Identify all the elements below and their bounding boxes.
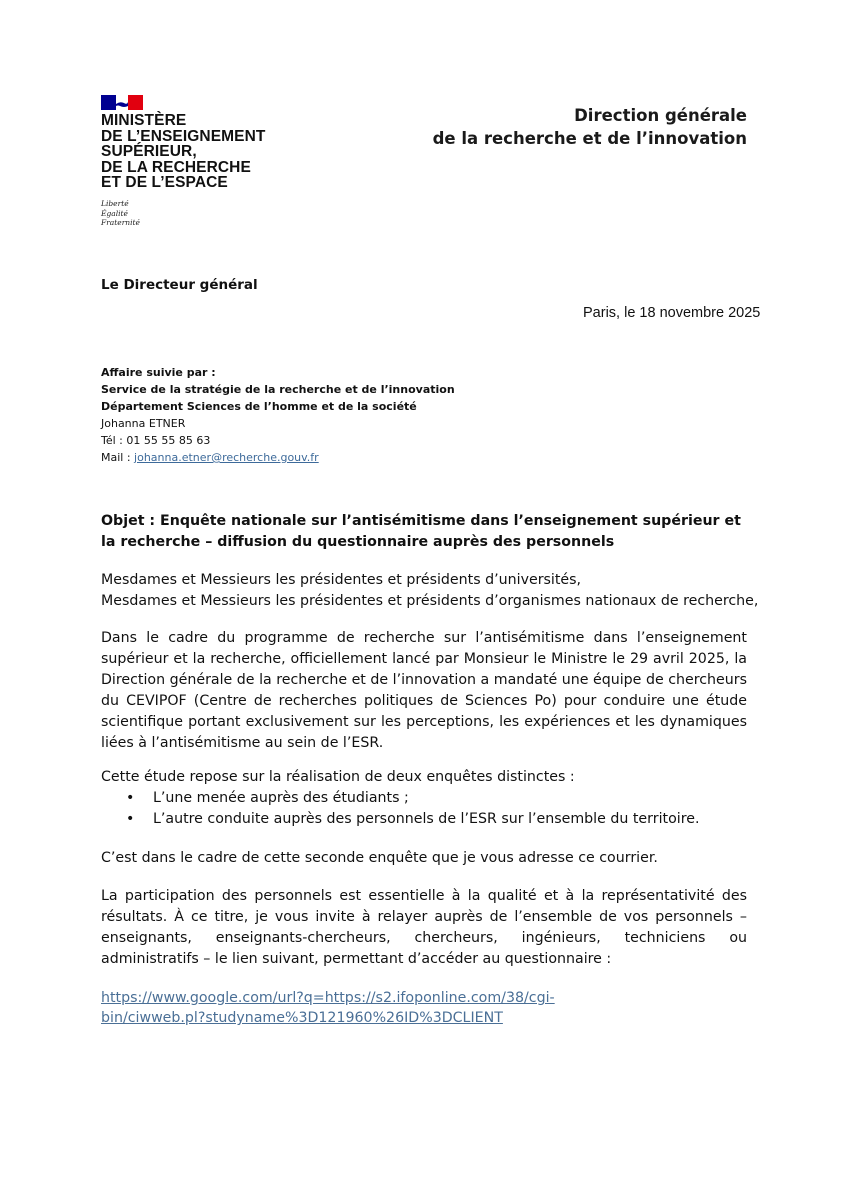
ministry-line: SUPÉRIEUR, xyxy=(101,143,197,160)
affaire-service: Service de la stratégie de la recherche et de l’innovation xyxy=(101,383,455,396)
paragraph-purpose: C’est dans le cadre de cette seconde enquête que je vous adresse ce courrier. xyxy=(101,850,658,866)
paragraph-context: Dans le cadre du programme de recherche sur l’antisémitisme dans l’enseignement supérieur et la recherche, officiellement lancé par Monsieur le Ministre le 29 avril 2025, la Direction générale de la recherche et de l’innovation a mandaté une équipe de chercheurs du CEVIPOF (Centre de recherches politiques de Sciences Po) pour conduire une étude scientifique portant exclusivement sur les perceptions, les expériences et les dynamiques liées à l’antisémitisme au sein de l’ESR. xyxy=(101,630,747,751)
direction-heading xyxy=(433,104,747,150)
republic-flag-logo xyxy=(101,95,143,110)
greeting-line: Mesdames et Messieurs les présidentes et présidents d’universités, xyxy=(101,572,582,588)
affaire-department: Département Sciences de l’homme et de la société xyxy=(101,400,417,413)
sender-title: Le Directeur général xyxy=(101,277,258,293)
motto-fraternite: Fraternité xyxy=(101,218,140,227)
ministry-name xyxy=(101,113,301,191)
bullet-icon: • xyxy=(126,790,135,806)
motto-egalite: Égalité xyxy=(101,208,128,218)
questionnaire-link-line-2[interactable]: bin/ciwweb.pl?studyname%3D121960%26ID%3DCLIENT xyxy=(101,1010,503,1026)
survey-list xyxy=(101,788,747,830)
greeting xyxy=(101,570,759,612)
letter-date: Paris, le 18 novembre 2025 xyxy=(583,305,761,321)
list-item xyxy=(101,809,747,830)
bullet-icon: • xyxy=(126,811,135,827)
greeting-line: Mesdames et Messieurs les présidentes et présidents d’organismes nationaux de recherche, xyxy=(101,593,759,609)
list-item xyxy=(101,788,747,809)
affaire-mail-row xyxy=(101,449,455,466)
direction-line: de la recherche et de l’innovation xyxy=(432,129,747,148)
ministry-line: DE L’ENSEIGNEMENT xyxy=(101,127,266,145)
paragraph-study: Cette étude repose sur la réalisation de deux enquêtes distinctes : xyxy=(101,769,575,785)
questionnaire-link-block xyxy=(101,988,747,1028)
motto-liberte: Liberté xyxy=(101,199,129,208)
ministry-line: DE LA RECHERCHE xyxy=(101,158,251,176)
flag-white-band xyxy=(116,95,128,110)
questionnaire-link-line-1[interactable]: https://www.google.com/url?q=https://s2.ifoponline.com/38/cgi- xyxy=(101,990,555,1006)
affaire-label: Affaire suivie par : xyxy=(101,366,216,379)
email-link[interactable]: johanna.etner@recherche.gouv.fr xyxy=(134,451,319,464)
mail-label: Mail : xyxy=(101,451,135,464)
direction-line: Direction générale xyxy=(574,106,747,125)
ministry-line: ET DE L’ESPACE xyxy=(101,174,228,191)
letter-subject: Objet : Enquête nationale sur l’antisémitisme dans l’enseignement supérieur et la recherche – diffusion du questionnaire auprès des personnels xyxy=(101,513,741,550)
marianne-profile-icon xyxy=(116,95,128,110)
republic-motto xyxy=(101,199,140,228)
flag-blue-band xyxy=(101,95,116,110)
ministry-line: MINISTÈRE xyxy=(101,112,187,129)
list-item-text: L’une menée auprès des étudiants ; xyxy=(153,790,409,806)
paragraph-participation: La participation des personnels est essentielle à la qualité et à la représentativité des résultats. À ce titre, je vous invite à relayer auprès de l’ensemble de vos personnels – enseignants, enseignants-chercheurs, chercheurs, ingénieurs, techniciens ou administratifs – le lien suivant, permettant d’accéder au questionnaire : xyxy=(101,888,747,967)
affaire-name: Johanna ETNER xyxy=(101,417,186,430)
flag-red-band xyxy=(128,95,143,110)
affaire-tel: Tél : 01 55 55 85 63 xyxy=(101,434,211,447)
list-item-text: L’autre conduite auprès des personnels de l’ESR sur l’ensemble du territoire. xyxy=(153,811,700,827)
contact-block xyxy=(101,364,455,466)
